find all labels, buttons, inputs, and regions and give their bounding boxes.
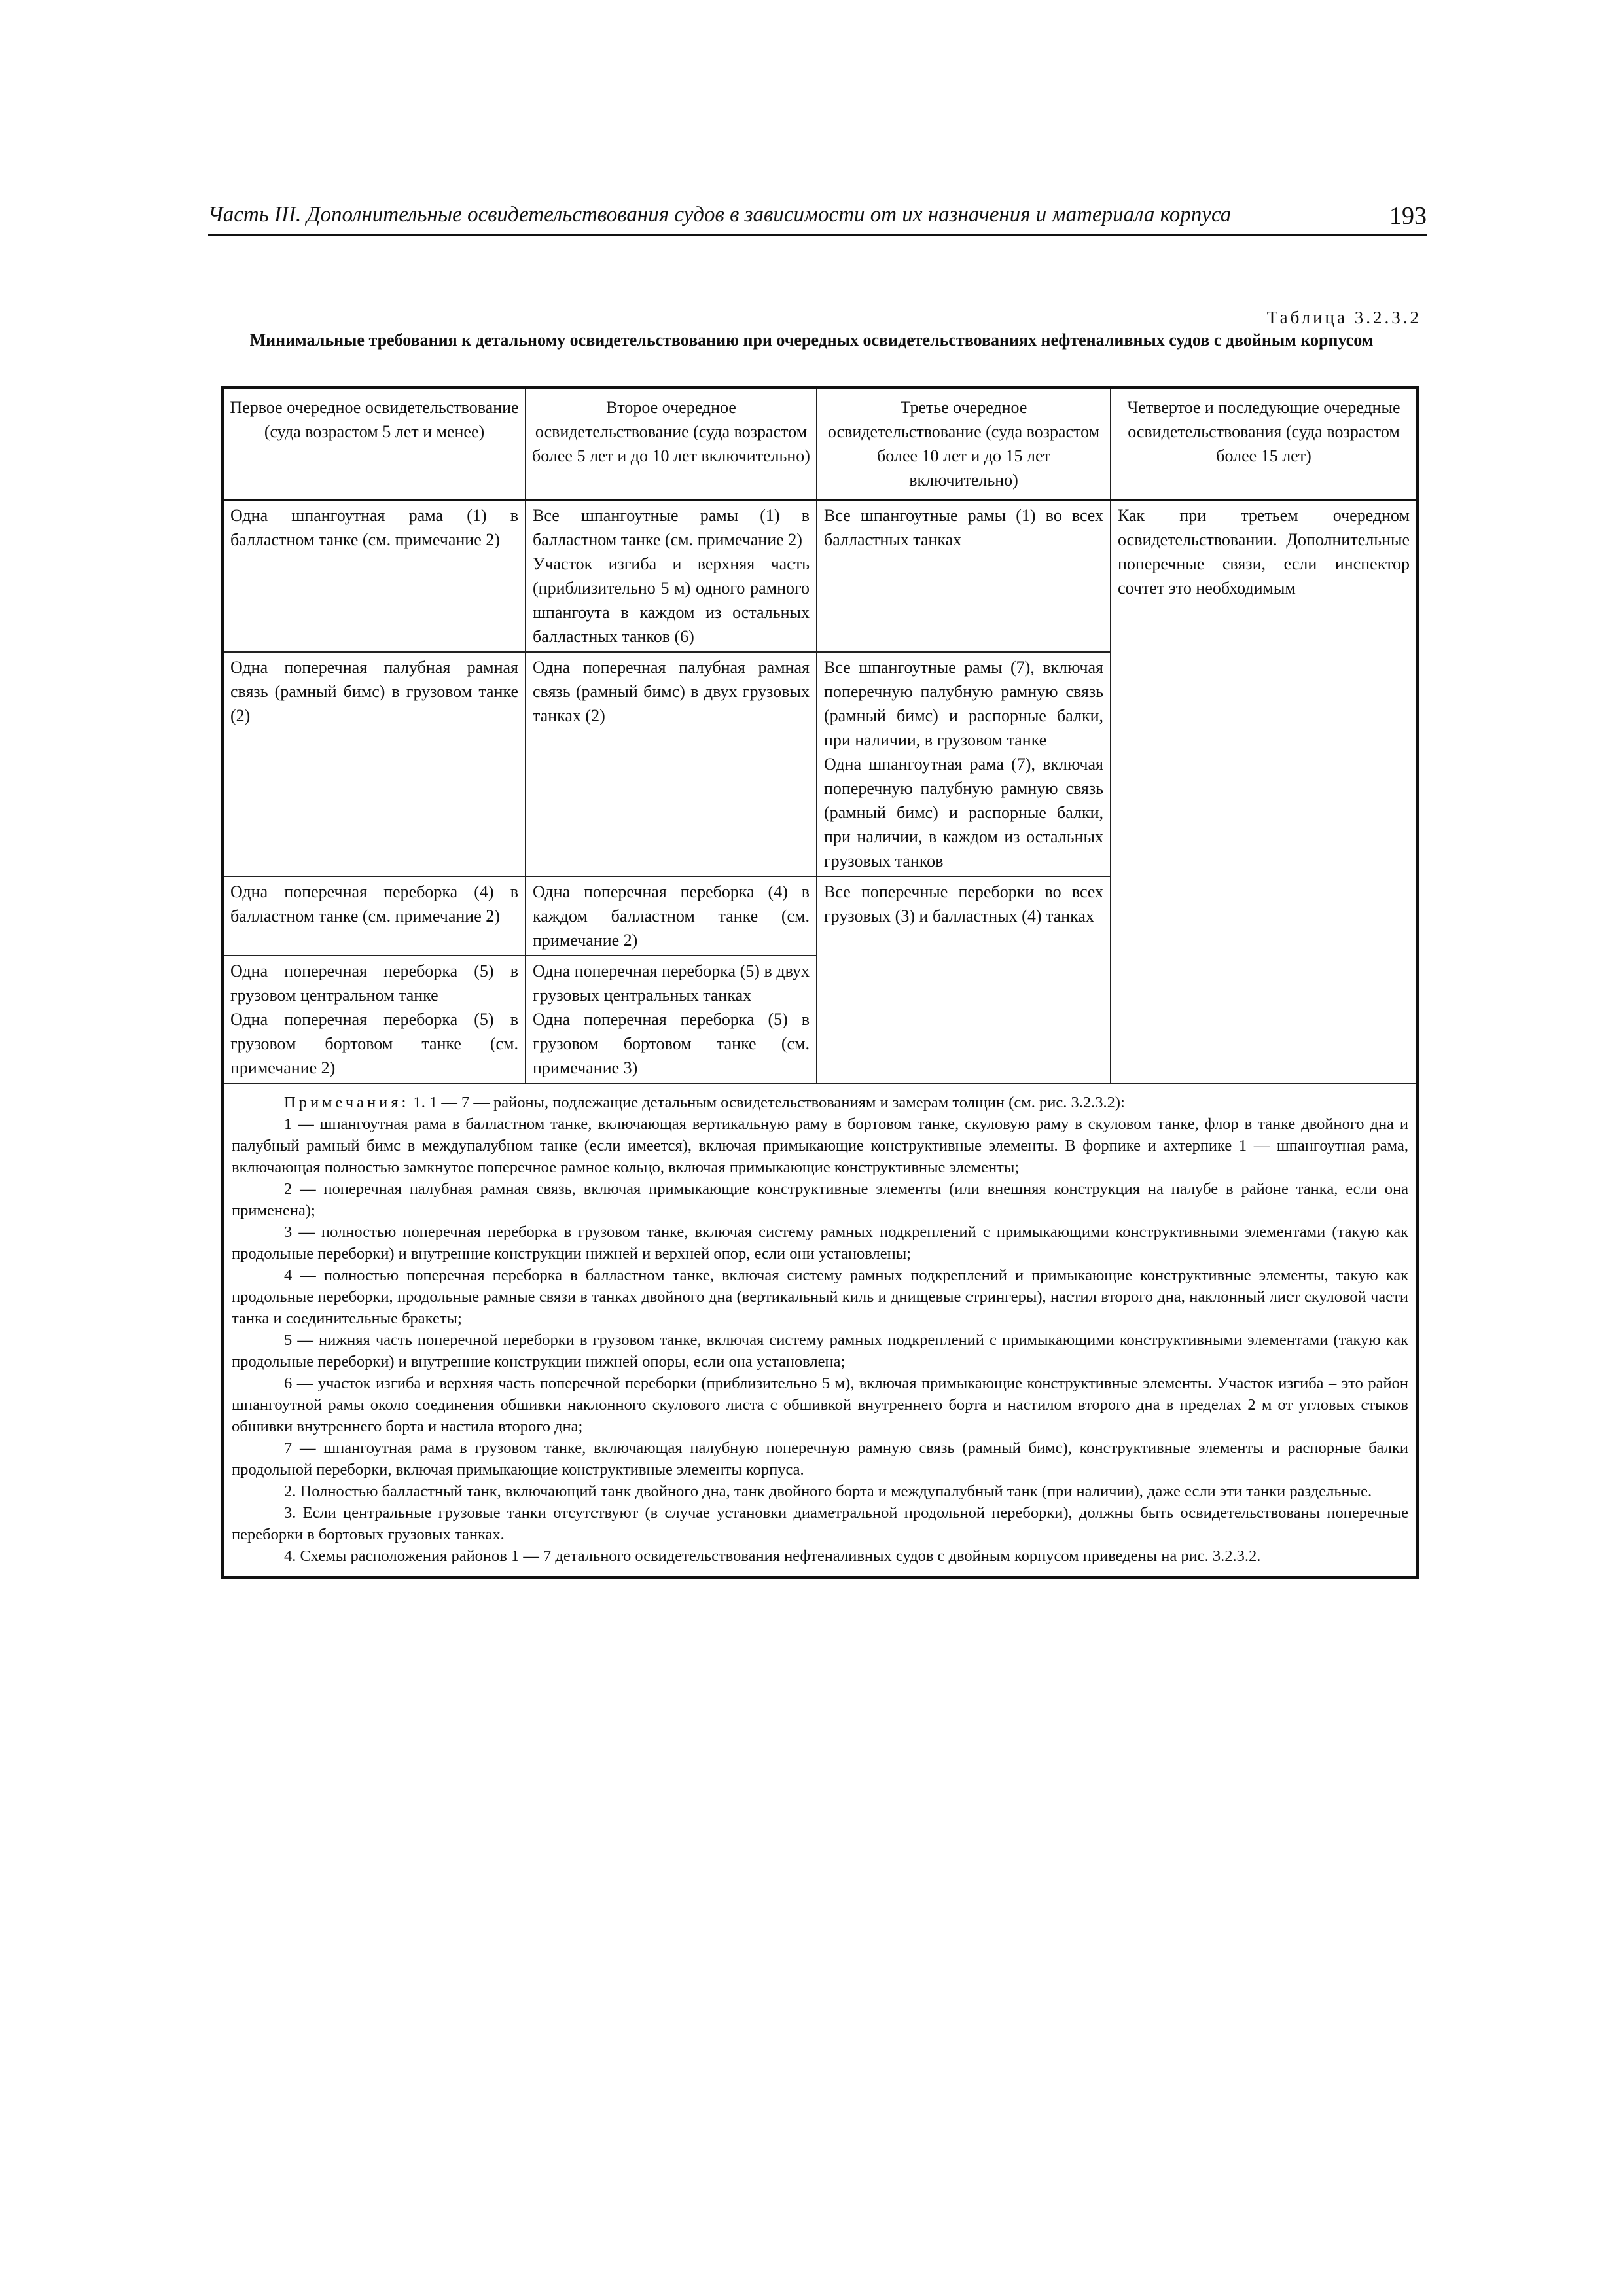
note-line: 1 — шпангоутная рама в балластном танке, включающая вертикальную раму в бортовом танке, скуловую раму в скуловом танке, флор в танке двойного дна и палубный рамный бимс в междупалубном танке (если имеется), включая примыкающие конструктивные элементы. В форпике и ахтерпике 1 — шпангоутная рама, включающая полностью замкнутое поперечное рамное кольцо, включая примыкающие конструктивные элементы; (232, 1115, 1408, 1176)
header-third-survey: Третье очередное освидетельствование (суда возрастом более 10 лет и до 15 лет включительно) (817, 387, 1111, 500)
notes-row (223, 1083, 1418, 1577)
cell-text: Одна поперечная переборка (5) в грузовом центральном танке (230, 961, 518, 1005)
cell-second-survey (526, 500, 817, 653)
cell-second-survey (526, 876, 817, 956)
cell-first-survey (223, 956, 526, 1083)
cell-text: Одна поперечная переборка (5) в грузовом бортовом танке (см. примечание 3) (533, 1010, 810, 1077)
cell-text: Одна поперечная переборка (4) в балластном танке (см. примечание 2) (230, 882, 518, 925)
notes-first-line (232, 1092, 1408, 1113)
table-row (223, 500, 1418, 653)
page-number: 193 (1389, 202, 1427, 230)
cell-third-survey (817, 652, 1111, 876)
cell-text: Одна шпангоутная рама (7), включая поперечную палубную рамную связь (рамный бимс) и распорные балки, при наличии, в каждом из остальных грузовых танков (824, 755, 1103, 870)
cell-text: Как при третьем очередном освидетельствовании. Дополнительные поперечные связи, если инспектор сочтет это необходимым (1118, 506, 1410, 598)
survey-requirements-table (221, 386, 1419, 1579)
cell-second-survey (526, 652, 817, 876)
header-first-survey: Первое очередное освидетельствование (суда возрастом 5 лет и менее) (223, 387, 526, 500)
table-caption: Минимальные требования к детальному освидетельствованию при очередных освидетельствованиях нефтеналивных судов с двойным корпусом (249, 331, 1374, 350)
cell-text: Одна поперечная переборка (4) в каждом балластном танке (см. примечание 2) (533, 882, 810, 950)
note-line: 5 — нижняя часть поперечной переборки в грузовом танке, включая систему рамных подкреплений с примыкающими конструктивными элементами (такую как продольные переборки) и внутренние конструкции нижней опоры, если она установлена; (232, 1331, 1408, 1371)
cell-text: Участок изгиба и верхняя часть (приблизительно 5 м) одного рамного шпангоута в каждом из остальных балластных танков (6) (533, 554, 810, 646)
cell-fourth-survey (1111, 500, 1418, 1084)
notes-heading: Примечания: (284, 1094, 410, 1111)
running-head (208, 200, 1427, 236)
cell-first-survey (223, 500, 526, 653)
cell-third-survey (817, 500, 1111, 653)
cell-text: Одна поперечная палубная рамная связь (рамный бимс) в двух грузовых танках (2) (533, 658, 810, 725)
note-line: 6 — участок изгиба и верхняя часть поперечной переборки (приблизительно 5 м), включая примыкающие конструктивные элементы. Участок изгиба – это район шпангоутной рамы около соединения обшивки наклонного скулового листа с обшивкой внутреннего борта и настилом второго дна в пределах 2 м от угловых стыков обшивки внутреннего борта и настила второго дна; (232, 1374, 1408, 1435)
cell-text: Одна поперечная переборка (5) в двух грузовых центральных танках (533, 961, 810, 1005)
table-number: Таблица 3.2.3.2 (1266, 308, 1421, 327)
cell-text: Все шпангоутные рамы (1) в балластном танке (см. примечание 2) (533, 506, 810, 549)
note-line: 4 — полностью поперечная переборка в балластном танке, включая систему рамных подкреплений и примыкающие конструктивные элементы, такую как продольные переборки, продольные рамные связи в танках двойного дна (вертикальный киль и днищевые стрингеры), настил второго дна, наклонный лист скуловой части танка и соединительные бракеты; (232, 1266, 1408, 1327)
note-line: 4. Схемы расположения районов 1 — 7 детального освидетельствования нефтеналивных судов с двойным корпусом приведены на рис. 3.2.3.2. (284, 1547, 1261, 1565)
cell-text: Все шпангоутные рамы (7), включая поперечную палубную рамную связь (рамный бимс) и распорные балки, при наличии, в грузовом танке (824, 658, 1103, 749)
cell-text: Одна поперечная палубная рамная связь (рамный бимс) в грузовом танке (2) (230, 658, 518, 725)
cell-second-survey (526, 956, 817, 1083)
cell-first-survey (223, 652, 526, 876)
cell-text: Все поперечные переборки во всех грузовых (3) и балластных (4) танках (824, 882, 1103, 925)
cell-third-survey (817, 876, 1111, 1083)
notes-cell (223, 1083, 1418, 1577)
note-text: 1. 1 — 7 — районы, подлежащие детальным освидетельствованиям и замерам толщин (см. рис. 3.2.3.2): (413, 1094, 1125, 1111)
note-line: 3. Если центральные грузовые танки отсутствуют (в случае установки диаметральной продольной переборки), должны быть освидетельствованы поперечные переборки в бортовых грузовых танках. (232, 1504, 1408, 1543)
note-line: 2. Полностью балластный танк, включающий танк двойного дна, танк двойного борта и междупалубный танк (при наличии), даже если эти танки раздельные. (284, 1482, 1372, 1500)
cell-text: Все шпангоутные рамы (1) во всех балластных танках (824, 506, 1103, 549)
header-second-survey: Второе очередное освидетельствование (суда возрастом более 5 лет и до 10 лет включительно) (526, 387, 817, 500)
note-line: 3 — полностью поперечная переборка в грузовом танке, включая систему рамных подкреплений с примыкающими конструктивными элементами (такую как продольные переборки) и внутренние конструкции нижней и верхней опор, если они установлены; (232, 1223, 1408, 1263)
header-fourth-survey: Четвертое и последующие очередные освидетельствования (суда возрастом более 15 лет) (1111, 387, 1418, 500)
note-line: 7 — шпангоутная рама в грузовом танке, включающая палубную поперечную рамную связь (рамный бимс), конструктивные элементы и распорные балки продольной переборки, включая примыкающие конструктивные элементы корпуса. (232, 1439, 1408, 1479)
cell-text: Одна поперечная переборка (5) в грузовом бортовом танке (см. примечание 2) (230, 1010, 518, 1077)
cell-text: Одна шпангоутная рама (1) в балластном танке (см. примечание 2) (230, 506, 518, 549)
table-header-row (223, 387, 1418, 500)
running-title: Часть III. Дополнительные освидетельствования судов в зависимости от их назначения и материала корпуса (208, 203, 1232, 226)
note-line: 2 — поперечная палубная рамная связь, включая примыкающие конструктивные элементы (или внешняя конструкция на палубе в районе танка, если она применена); (232, 1180, 1408, 1219)
cell-first-survey (223, 876, 526, 956)
